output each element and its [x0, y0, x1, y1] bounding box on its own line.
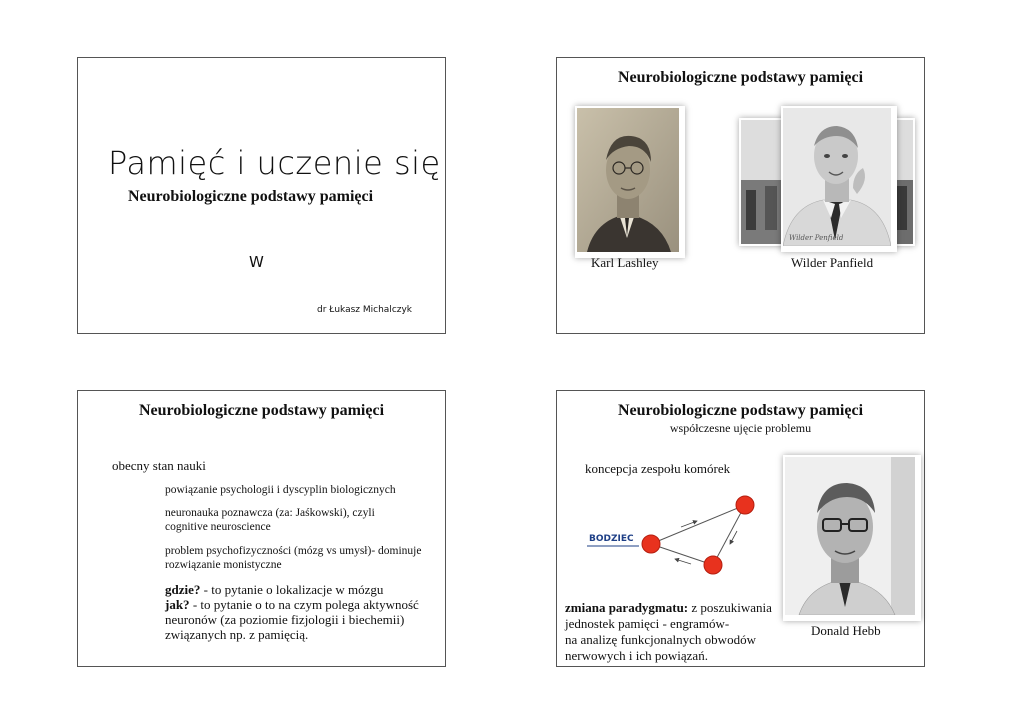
arrow-icon: [675, 559, 691, 564]
paragraph-text: z poszukiwania: [688, 600, 772, 615]
connection-line: [713, 505, 745, 565]
question-text: - to pytanie o to na czym polega aktywność: [189, 597, 419, 612]
karl-lashley-photo: [575, 106, 685, 258]
caption-right: Wilder Panfield: [791, 255, 874, 270]
portrait-image: [783, 108, 891, 246]
donald-hebb-photo: [783, 455, 921, 621]
stimulus-label: BODZIEC: [589, 534, 634, 544]
concept-label: koncepcja zespołu komórek: [585, 461, 731, 476]
slide-title: Neurobiologiczne podstawy pamięci: [617, 402, 864, 419]
connection-line: [651, 544, 713, 565]
question-line: związanych np. z pamięcią.: [165, 627, 309, 642]
list-item-line: problem psychofizyczności (mózg vs umysł)- dominuje: [165, 545, 422, 557]
cell-assembly-diagram: [587, 491, 767, 583]
arrow-icon: [730, 531, 737, 544]
list-item-line: rozwiązanie monistyczne: [165, 559, 282, 571]
portrait-image: [785, 457, 915, 615]
caption-hebb: Donald Hebb: [811, 623, 881, 638]
paragraph-line: nerwowych i ich powiązań.: [565, 648, 708, 663]
portrait-image: [577, 108, 679, 252]
neuron-node: [736, 496, 754, 514]
list-item: [165, 506, 375, 534]
slide-title: Pamięć i uczenie się: [108, 144, 441, 182]
background-photo-left: [739, 118, 787, 246]
slide-1: [77, 57, 446, 334]
list-item: powiązanie psychologii i dyscyplin biologicznych: [165, 484, 396, 496]
connection-line: [651, 505, 745, 544]
slide-title: Neurobiologiczne podstawy pamięci: [617, 69, 864, 86]
neuron-node: [642, 535, 660, 553]
wilder-penfield-photo: [781, 106, 897, 252]
author: dr Łukasz Michalczyk: [317, 305, 413, 315]
questions-block: [165, 582, 419, 642]
paragraph-line: jednostek pamięci - engramów-: [565, 616, 730, 631]
question-keyword: gdzie?: [165, 582, 201, 597]
svg-text:Wilder Penfield: Wilder Penfield: [789, 234, 844, 242]
question-how: [165, 597, 419, 612]
section-heading: obecny stan nauki: [112, 458, 206, 473]
question-where: [165, 582, 419, 597]
slide-2: [556, 57, 925, 334]
paradigm-paragraph: [565, 600, 772, 664]
list-item-line: neuronauka poznawcza (za: Jaśkowski), czyli: [165, 507, 375, 519]
paragraph-line: na analizę funkcjonalnych obwodów: [565, 632, 756, 647]
question-text: - to pytanie o lokalizacje w mózgu: [200, 582, 384, 597]
slide-letter: W: [249, 253, 264, 271]
list-item: [165, 544, 421, 572]
slide-title: Neurobiologiczne podstawy pamięci: [138, 402, 385, 419]
slide-subtitle: współczesne ujęcie problemu: [669, 421, 812, 435]
question-keyword: jak?: [165, 597, 190, 612]
paragraph-line: [565, 600, 772, 616]
slide-subtitle: Neurobiologiczne podstawy pamięci: [128, 188, 374, 205]
list-item-line: cognitive neuroscience: [165, 521, 271, 533]
slide-4: [556, 390, 925, 667]
caption-left: Karl Lashley: [591, 255, 659, 270]
paragraph-keyword: zmiana paradygmatu:: [565, 600, 689, 615]
neuron-node: [704, 556, 722, 574]
slide-3: [77, 390, 446, 667]
landscape-fragment: [741, 120, 785, 244]
question-line: neuronów (za poziomie fizjologii i biechemii): [165, 612, 405, 627]
